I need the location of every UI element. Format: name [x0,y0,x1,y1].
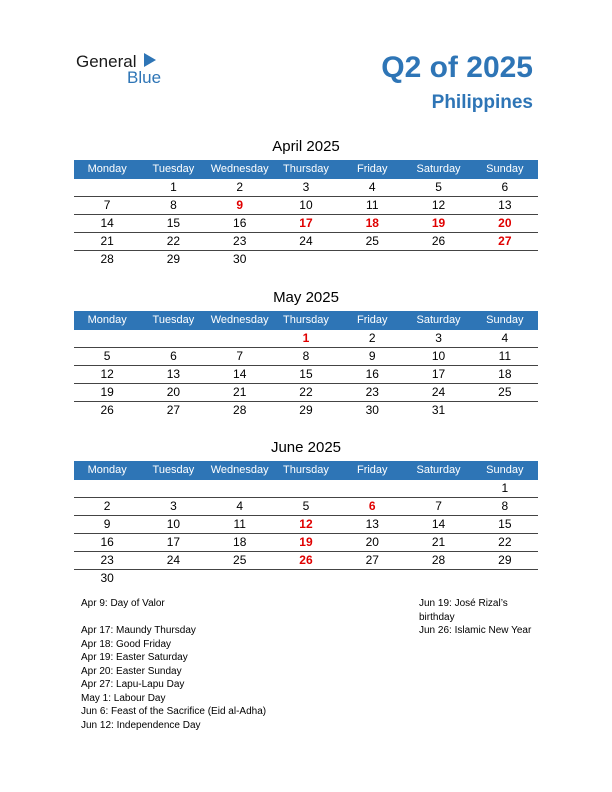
day-cell: 17 [299,216,313,230]
holiday-note: Apr 19: Easter Saturday [81,652,188,663]
day-cell: 6 [501,180,509,194]
holiday-note: Jun 19: José Rizal’s [419,598,508,609]
day-cell: 26 [100,403,114,417]
day-cell: 8 [501,499,509,513]
holiday-notes-right [419,597,531,638]
day-cell: 20 [498,216,512,230]
day-cell: 21 [431,535,446,549]
day-cell: 29 [299,403,313,417]
holiday-note: Apr 27: Lapu-Lapu Day [81,679,185,690]
day-cell: 14 [100,216,114,230]
day-cell: 14 [431,517,446,531]
week-row [74,366,538,384]
day-cell: 2 [368,331,376,345]
weekday-label: Friday [356,314,388,326]
day-cell: 24 [299,234,313,248]
weekday-label: Sunday [486,314,524,326]
month-calendar [74,437,538,587]
day-cell: 20 [365,535,379,549]
day-cell: 8 [302,349,310,363]
empty-day-cell [74,330,140,347]
holiday-note: Apr 17: Maundy Thursday [81,625,196,636]
day-cell: 17 [431,367,446,381]
day-cell: 6 [170,349,177,363]
week-row [74,534,538,552]
weekday-label: Thursday [283,314,329,326]
day-cell: 21 [100,234,114,248]
day-cell: 15 [498,517,512,531]
day-cell: 2 [236,180,244,194]
empty-day-cell [207,570,273,587]
week-row [74,348,538,366]
day-cell: 11 [366,198,379,212]
day-cell: 24 [431,385,446,399]
holiday-note: Apr 20: Easter Sunday [81,665,182,677]
day-cell: 14 [233,367,247,381]
day-cell: 29 [166,252,181,266]
day-cell: 28 [431,553,446,567]
day-cell: 9 [368,349,376,363]
empty-day-cell [207,480,273,497]
week-row [74,330,538,348]
day-cell: 7 [103,198,111,212]
day-cell: 25 [233,553,247,567]
quarter-title: Q2 of 2025 [381,51,533,84]
weekday-header [74,160,538,179]
weekday-label: Thursday [283,464,329,476]
day-cell: 9 [236,198,244,212]
day-cell: 21 [233,385,247,399]
day-cell: 19 [100,385,114,399]
day-cell: 12 [431,198,446,212]
day-cell: 30 [365,403,379,417]
holiday-note: birthday [419,611,455,623]
holiday-note: Jun 12: Independence Day [81,719,201,731]
day-cell: 1 [170,180,177,194]
empty-day-cell [140,480,206,497]
empty-day-cell [207,330,273,347]
day-cell: 3 [302,180,310,194]
country-title: Philippines [431,92,533,113]
empty-day-cell [273,251,339,268]
day-cell: 6 [368,499,376,513]
day-cell: 9 [103,517,111,531]
weekday-label: Thursday [283,163,329,175]
logo [76,52,176,88]
empty-day-cell [74,179,140,196]
day-cell: 12 [299,517,313,531]
day-cell: 2 [103,499,111,513]
weekday-label: Sunday [486,163,524,175]
day-cell: 22 [299,385,313,399]
day-cell: 19 [299,535,313,549]
week-row [74,233,538,251]
empty-day-cell [74,480,140,497]
day-cell: 18 [498,367,512,381]
holiday-note: Jun 26: Islamic New Year [419,625,532,636]
day-cell: 7 [435,499,442,513]
empty-day-cell [273,570,339,587]
empty-day-cell [405,480,471,497]
day-cell: 10 [166,517,181,531]
day-cell: 12 [100,367,114,381]
day-cell: 26 [431,234,446,248]
day-cell: 28 [100,252,114,266]
empty-day-cell [472,251,538,268]
holiday-note: Apr 9: Day of Valor [81,598,165,609]
weekday-label: Saturday [416,314,461,326]
day-cell: 23 [365,385,379,399]
day-cell: 24 [166,553,181,567]
day-cell: 22 [498,535,512,549]
day-cell: 25 [365,234,379,248]
weekday-label: Saturday [416,163,461,175]
day-cell: 28 [233,403,247,417]
empty-day-cell [140,330,206,347]
holiday-note [81,611,266,625]
weekday-label: Tuesday [152,163,195,175]
day-cell: 16 [100,535,114,549]
weekday-label: Saturday [416,464,461,476]
empty-day-cell [273,480,339,497]
week-row [74,552,538,570]
empty-day-cell [339,570,405,587]
holiday-note: May 1: Labour Day [81,692,166,704]
day-cell: 5 [302,499,310,513]
week-row [74,498,538,516]
day-cell: 29 [498,553,512,567]
day-cell: 31 [431,403,446,417]
weekday-label: Friday [356,464,388,476]
weekday-label: Wednesday [210,163,269,175]
month-calendar [74,287,538,419]
holiday-note: Jun 6: Feast of the Sacrifice (Eid al-Adha) [81,706,267,717]
day-cell: 3 [435,331,442,345]
week-row [74,215,538,233]
weekday-header [74,311,538,330]
empty-day-cell [339,251,405,268]
day-cell: 4 [368,180,376,194]
logo-general-text: General [76,52,137,71]
day-cell: 27 [498,234,512,248]
day-cell: 8 [170,198,177,212]
day-cell: 5 [435,180,442,194]
empty-day-cell [405,251,471,268]
day-cell: 25 [498,385,512,399]
day-cell: 3 [170,499,177,513]
weekday-label: Monday [87,314,127,326]
day-cell: 22 [166,234,181,248]
month-calendar [74,136,538,268]
day-cell: 18 [233,535,247,549]
empty-day-cell [339,480,405,497]
week-row [74,516,538,534]
weekday-label: Wednesday [210,314,269,326]
day-cell: 10 [431,349,446,363]
day-cell: 23 [100,553,114,567]
day-cell: 4 [501,331,509,345]
weekday-label: Sunday [486,464,524,476]
day-cell: 5 [103,349,111,363]
week-row [74,179,538,197]
day-cell: 11 [233,517,246,531]
empty-day-cell [140,570,206,587]
day-cell: 4 [236,499,244,513]
day-cell: 11 [498,349,512,363]
day-cell: 13 [166,367,181,381]
day-cell: 1 [501,481,509,495]
month-title: May 2025 [273,289,339,306]
weekday-header [74,461,538,480]
day-cell: 30 [100,571,114,585]
weekday-label: Tuesday [152,314,195,326]
week-row [74,384,538,402]
empty-day-cell [472,570,538,587]
day-cell: 30 [233,252,247,266]
week-row [74,402,538,419]
empty-day-cell [472,402,538,419]
day-cell: 13 [498,198,512,212]
weekday-label: Wednesday [210,464,269,476]
day-cell: 19 [431,216,446,230]
day-cell: 20 [166,385,181,399]
weekday-label: Monday [87,464,127,476]
day-cell: 18 [365,216,379,230]
day-cell: 27 [365,553,379,567]
week-row [74,570,538,587]
day-cell: 7 [236,349,244,363]
weekday-label: Friday [356,163,388,175]
weekday-label: Monday [87,163,127,175]
day-cell: 16 [365,367,379,381]
day-cell: 16 [233,216,247,230]
empty-day-cell [405,570,471,587]
day-cell: 26 [299,553,313,567]
holiday-notes-left [81,597,266,732]
day-cell: 23 [233,234,247,248]
week-row [74,197,538,215]
day-cell: 1 [302,331,310,345]
day-cell: 17 [166,535,181,549]
logo-blue-text: Blue [127,68,162,87]
week-row [74,251,538,268]
day-cell: 10 [299,198,313,212]
day-cell: 13 [365,517,379,531]
holiday-note: Apr 18: Good Friday [81,638,172,650]
logo-flag-icon [144,53,156,67]
month-title: June 2025 [270,439,342,456]
week-row [74,480,538,498]
weekday-label: Tuesday [152,464,195,476]
day-cell: 15 [299,367,313,381]
month-title: April 2025 [272,138,340,155]
day-cell: 27 [166,403,181,417]
day-cell: 15 [166,216,181,230]
